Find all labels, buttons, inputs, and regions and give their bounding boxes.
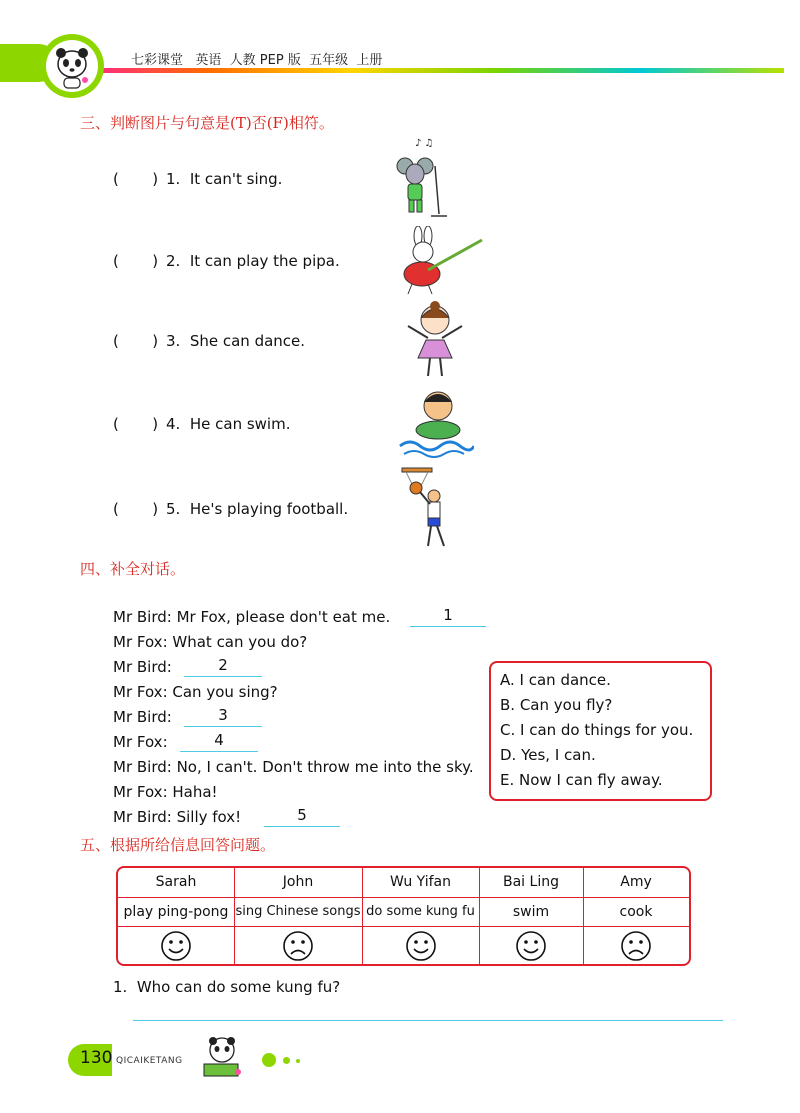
activity-cell: swim [512, 904, 550, 920]
statement-text: 2. It can play the pipa. [166, 252, 340, 270]
activity-cell: cook [619, 904, 653, 920]
dialogue-line: Mr Bird: [113, 658, 172, 676]
decor-dot [283, 1057, 290, 1064]
blank-2[interactable]: 2 [184, 656, 262, 677]
happy-face-icon [515, 930, 547, 966]
dialogue-line: Mr Bird: No, I can't. Don't throw me into the sky. [113, 758, 474, 776]
activity-cell: sing Chinese songs [235, 904, 361, 919]
answer-paren[interactable]: ( ) [113, 252, 159, 270]
question-1: 1. Who can do some kung fu? [113, 978, 341, 996]
option-e: E. Now I can fly away. [500, 771, 663, 789]
section3-heading: 三、判断图片与句意是(T)否(F)相符。 [80, 114, 334, 132]
blank-4[interactable]: 4 [180, 731, 258, 752]
name-cell: Wu Yifan [390, 874, 451, 890]
header-title: 七彩课堂 英语 人教 PEP 版 五年级 上册 [131, 53, 383, 68]
section4-heading: 四、补全对话。 [80, 560, 186, 578]
statement-text: 5. He's playing football. [166, 500, 349, 518]
svg-text:♪ ♫: ♪ ♫ [415, 138, 434, 149]
dialogue-line: Mr Fox: Can you sing? [113, 683, 278, 701]
decor-dot [262, 1053, 276, 1067]
dialogue-line: Mr Bird: Mr Fox, please don't eat me. [113, 608, 391, 626]
name-cell: Sarah [155, 874, 197, 890]
girl-dancing-icon [400, 300, 470, 380]
panda-reading-icon [196, 1032, 246, 1082]
dialogue-line: Mr Bird: [113, 708, 172, 726]
dialogue-line: Mr Fox: [113, 733, 168, 751]
name-cell: Bai Ling [503, 874, 559, 890]
blank-1[interactable]: 1 [410, 606, 486, 627]
mouse-singing-icon [395, 136, 455, 218]
answer-paren[interactable]: ( ) [113, 415, 159, 433]
name-cell: Amy [620, 874, 652, 890]
answer-paren[interactable]: ( ) [113, 500, 159, 518]
dialogue-line: Mr Fox: What can you do? [113, 633, 308, 651]
activity-cell: play ping-pong [123, 904, 229, 920]
decor-dot [296, 1059, 300, 1063]
name-cell: John [282, 874, 314, 890]
page-number: 130 [80, 1048, 113, 1068]
blank-3[interactable]: 3 [184, 706, 262, 727]
boy-basketball-icon [398, 466, 462, 552]
answer-line[interactable] [133, 1020, 723, 1021]
statement-text: 4. He can swim. [166, 415, 291, 433]
dialogue-line: Mr Bird: Silly fox! [113, 808, 242, 826]
rabbit-guitar-icon [398, 226, 484, 296]
brand-text: QICAIKETANG [116, 1056, 183, 1066]
blank-5[interactable]: 5 [264, 806, 340, 827]
panda-mascot-icon [46, 40, 98, 92]
sad-face-icon [620, 930, 652, 966]
dialogue-line: Mr Fox: Haha! [113, 783, 218, 801]
option-b: B. Can you fly? [500, 696, 613, 714]
happy-face-icon [160, 930, 192, 966]
section5-heading: 五、根据所给信息回答问题。 [80, 836, 276, 854]
answer-paren[interactable]: ( ) [113, 332, 159, 350]
boy-swimming-icon [398, 384, 474, 460]
statement-text: 1. It can't sing. [166, 170, 283, 188]
info-table [116, 866, 691, 966]
statement-text: 3. She can dance. [166, 332, 306, 350]
option-d: D. Yes, I can. [500, 746, 596, 764]
option-c: C. I can do things for you. [500, 721, 694, 739]
option-a: A. I can dance. [500, 671, 611, 689]
header-rainbow-stripe [62, 68, 784, 73]
sad-face-icon [282, 930, 314, 966]
answer-paren[interactable]: ( ) [113, 170, 159, 188]
activity-cell: do some kung fu [366, 904, 475, 919]
happy-face-icon [405, 930, 437, 966]
options-box [489, 661, 712, 801]
